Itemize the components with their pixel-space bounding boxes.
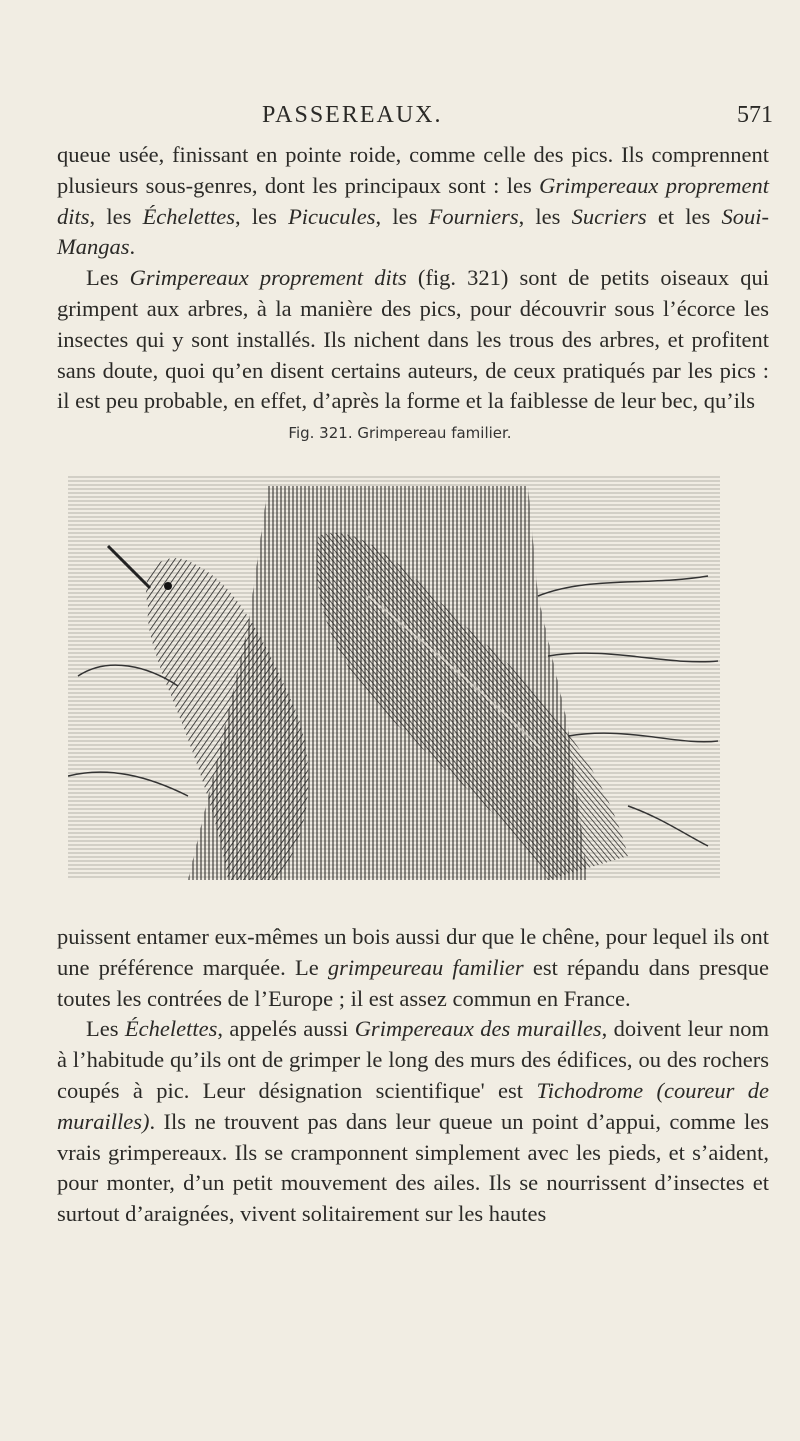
text-block-top [57,140,769,417]
p1-text-a: queue usée, finissant en pointe roide, comme celle des pics. Ils comprennent plusieurs sous-genres, dont les principaux sont : les [57,142,769,198]
p4-text-e: , doivent leur nom à l’habitude qu’ils ont de grimper le long des murs des édifices, ou des rochers coupés à pic. Leur désignation scientifique' est [57,1016,769,1103]
p1-italic-sucriers: Sucriers [571,203,647,229]
p1-text-m: . [129,234,136,260]
p1-text-k: et les [646,203,722,229]
p2-text-c: (fig. 321) sont de petits oiseaux qui grimpent aux arbres, à la manière des pics, pour découvrir sous l’écorce les insectes qui y sont installés. Ils nichent dans les trous des arbres, et profitent sans doute, quoi qu’en disent certains auteurs, de ceux pratiqués par les pics : il est peu probable, en effet, d’après la forme et la faiblesse de leur bec, qu’ils [57,265,769,414]
figure-caption: Fig. 321. Grimpereau familier. [288,424,512,442]
p3-text-a: puissent entamer eux-mêmes un bois aussi dur que le chêne, pour lequel ils ont une préférence marquée. Le [57,924,769,980]
p4-italic-grimpereaux-murailles: Grimpereaux des murailles [354,1016,602,1042]
p1-text-i: , les [518,203,572,229]
paragraph-2 [57,263,769,417]
page-number: 571 [737,102,773,128]
text-block-bottom [57,922,769,1230]
treecreeper-illustration [68,476,720,880]
p1-italic-grimpereaux: Grimpereaux proprement dits [57,172,770,229]
paragraph-4 [57,1014,769,1230]
p3-text-c: est répandu dans presque toutes les contrées de l’Europe ; il est assez commun en France. [57,954,769,1011]
p4-text-c: , appelés aussi [217,1016,355,1042]
running-header [0,102,800,132]
p1-italic-soui-mangas: Soui-Mangas [57,203,769,260]
paragraph-3 [57,922,769,1014]
p1-text-e: , les [235,203,289,229]
p2-italic-grimpereaux: Grimpereaux proprement dits [129,265,407,291]
p1-italic-picucules: Picucules [288,203,376,229]
p4-text-i: . Ils ne trouvent pas dans leur queue un point d’appui, comme les vrais grimpereaux. Ils se cramponnent simplement avec les pieds, et s’aident, pour monter, d’un petit mouvement des ailes. Ils se nourrissent d’insectes et surtout d’araignées, vivent solitairement sur les hautes [57,1108,769,1227]
p1-text-g: , les [375,203,429,229]
p4-italic-tichodrome: Tichodrome [536,1077,644,1103]
p2-text-a: Les [86,265,130,291]
p4-text-a: Les [86,1016,125,1042]
p1-italic-fourniers: Fourniers [428,203,519,229]
p1-italic-echelettes: Échelettes [142,203,236,229]
p4-italic-echelettes: Échelettes [124,1016,218,1042]
figure-321 [68,476,720,880]
p1-text-c: , les [89,203,143,229]
p4-text-g [643,1078,656,1103]
p3-italic-grimpeureau: grimpeureau familier [327,954,524,980]
paragraph-1 [57,140,769,263]
running-title: PASSEREAUX. [262,102,443,128]
p4-italic-coureur: (coureur de murailles) [57,1077,770,1134]
